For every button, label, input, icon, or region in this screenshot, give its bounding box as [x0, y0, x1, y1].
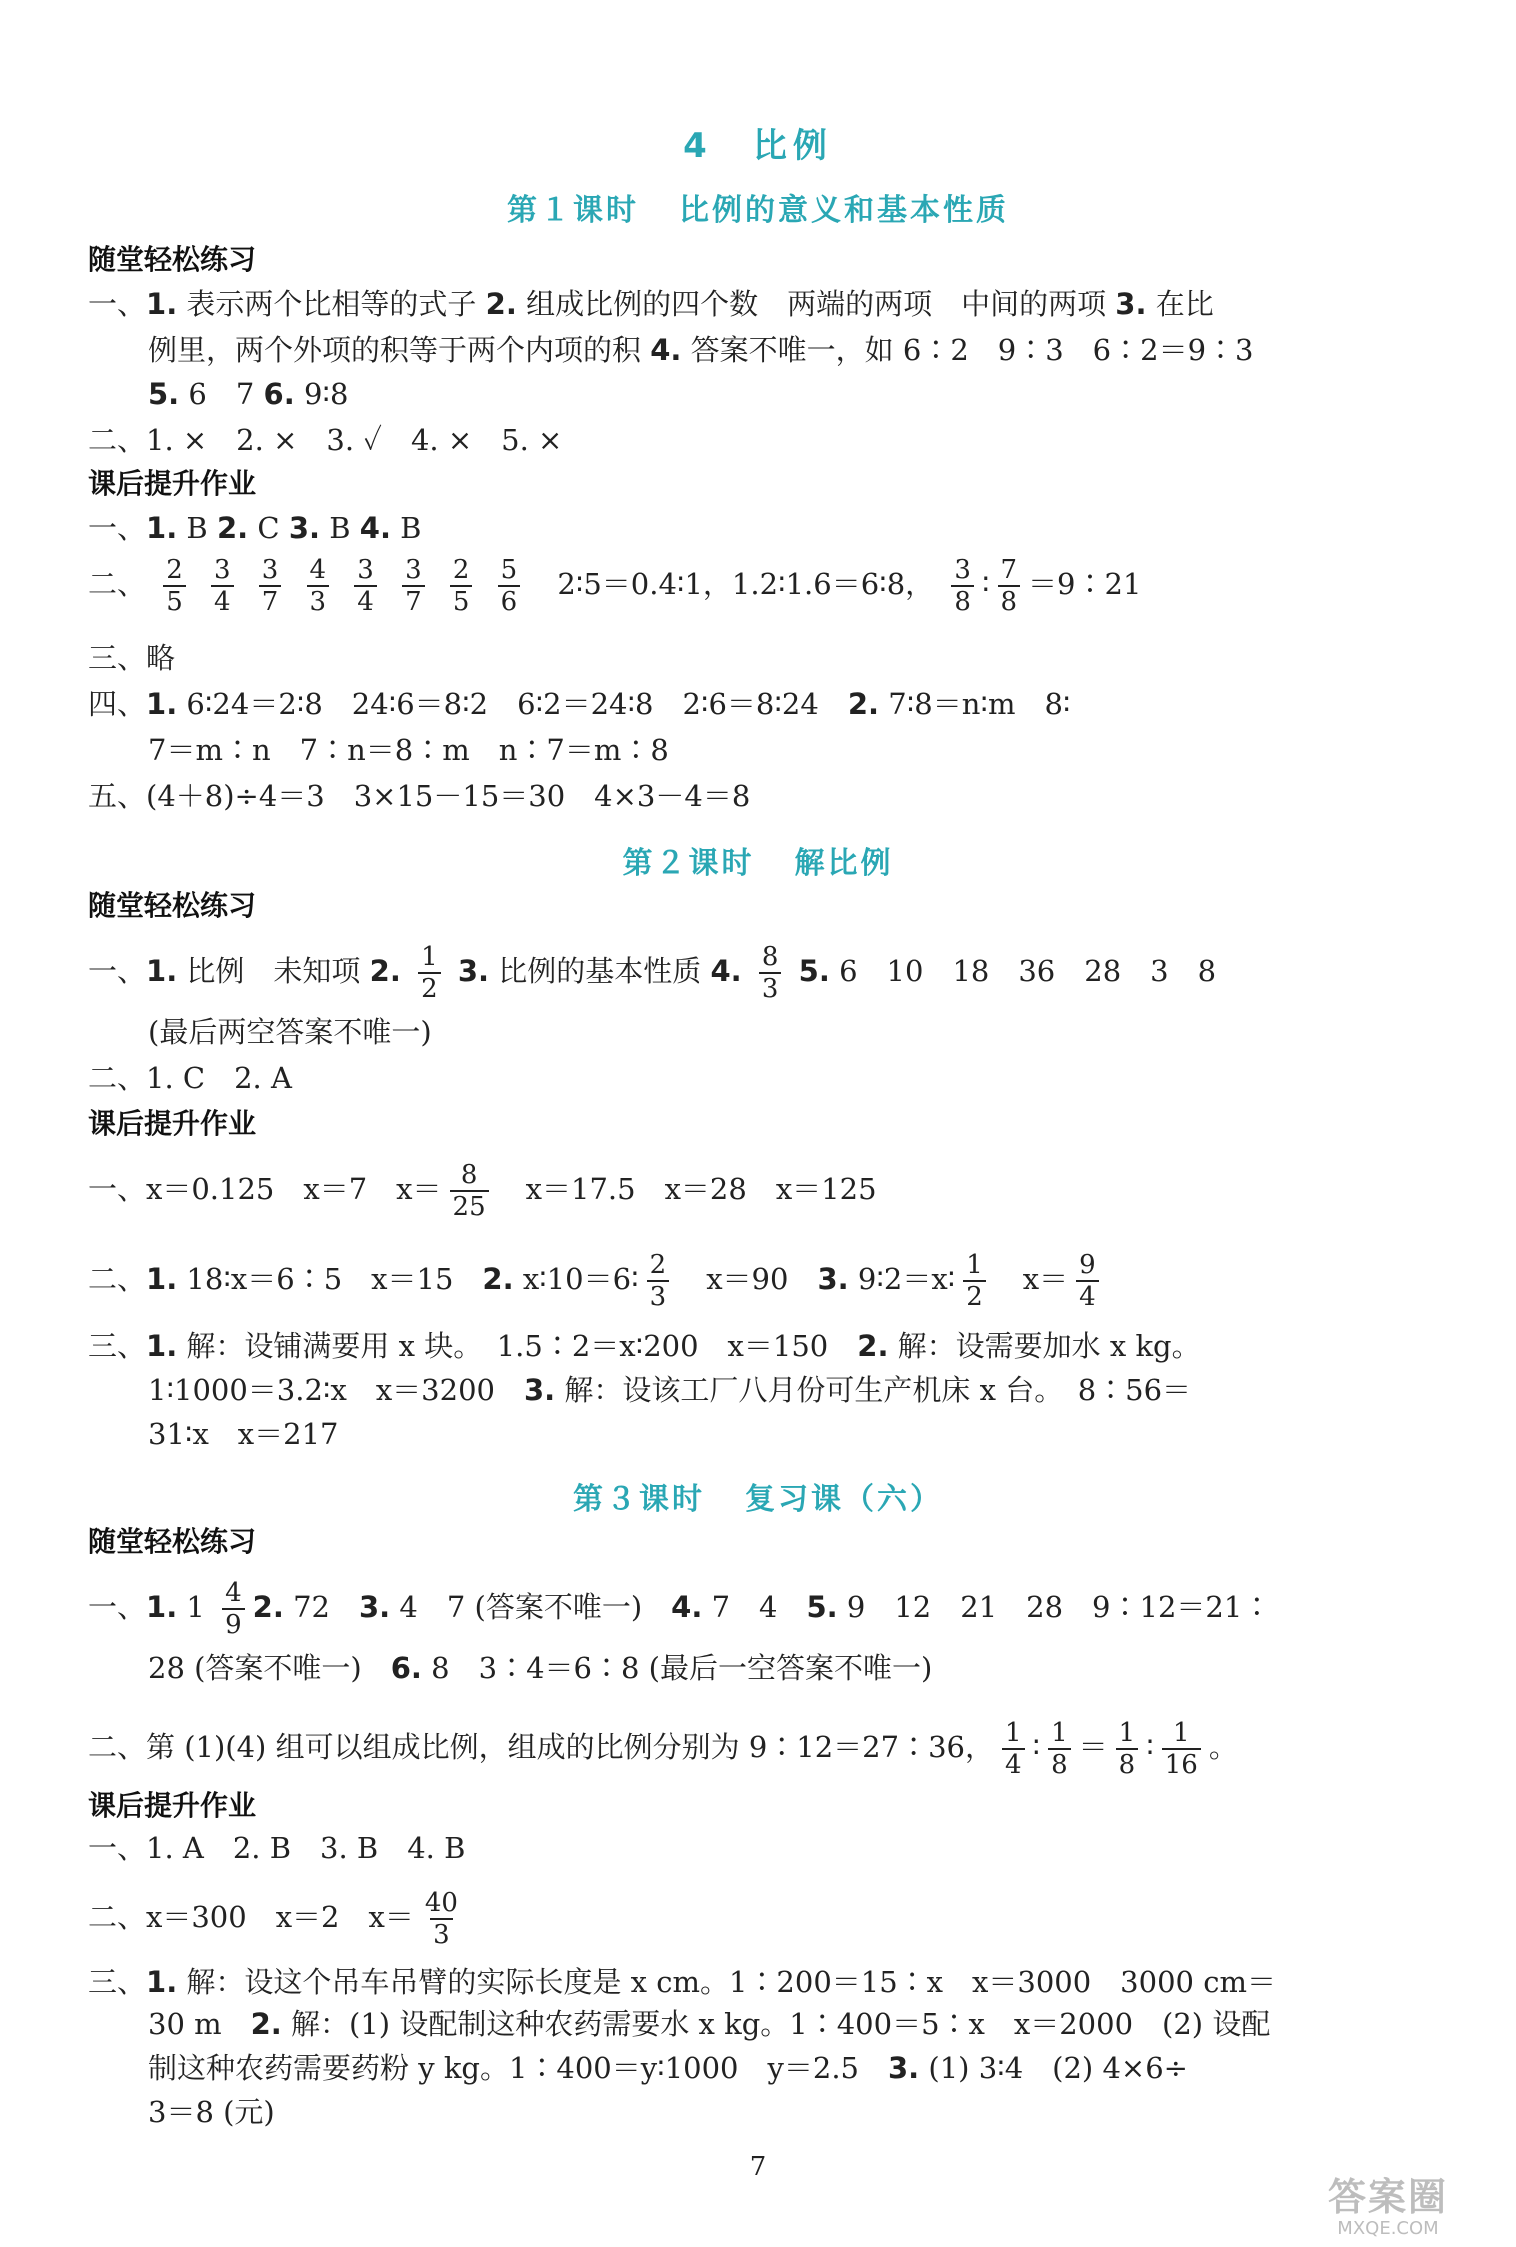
answer-text: 一、x＝0.125 x＝7 x＝	[88, 1172, 442, 1206]
answer-text: 4 7 (答案不唯一)	[390, 1590, 672, 1624]
item-number: 1.	[146, 1329, 178, 1363]
item-number: 2.	[250, 2007, 282, 2041]
page-number: 7	[749, 2152, 767, 2182]
fraction: $\frac{1}{16}$	[1162, 1718, 1201, 1780]
fraction: $\frac{7}{8}$	[998, 555, 1021, 617]
item-number: 3.	[1115, 287, 1147, 321]
answer-text: 比例 未知项	[177, 954, 370, 988]
item-number: 3.	[523, 1373, 556, 1407]
answer-line: 二、1. × 2. × 3. ✓ 4. × 5. ×	[88, 423, 563, 457]
answer-text: C	[248, 511, 289, 545]
answer-text: 。	[1208, 1730, 1238, 1764]
item-number: 4.	[710, 954, 742, 988]
answer-text: B	[177, 511, 217, 545]
lesson-3-title: 复习课（六）	[745, 1482, 943, 1517]
lesson-1-number: 第１课时	[507, 193, 639, 228]
answer-text: 解：设这个吊车吊臂的实际长度是 x cm。1∶200＝15∶x x＝3000 3000 cm＝	[177, 1965, 1276, 1999]
answer-text: 7∶8＝n∶m 8∶	[879, 687, 1071, 721]
answer-text: 7 4	[702, 1590, 807, 1624]
answer-line	[148, 1646, 1436, 1690]
section-homework-3: 课后提升作业	[88, 1789, 257, 1822]
answer-line	[88, 1160, 1436, 1222]
fraction: $\frac{3}{7}$	[402, 555, 425, 617]
item-number: 1.	[146, 1965, 178, 1999]
answer-text: ∶	[981, 567, 990, 601]
answer-line	[88, 942, 1436, 1004]
answer-text: 例里，两个外项的积等于两个内项的积	[148, 333, 651, 367]
lesson-2-number: 第２课时	[622, 846, 755, 881]
answer-text: 三、	[88, 1965, 147, 1999]
answer-line	[88, 506, 1436, 550]
item-number: 2.	[847, 687, 880, 721]
item-number: 1.	[146, 1262, 178, 1296]
answer-text: 解：设需要加水 x kg。	[888, 1329, 1201, 1363]
answer-text: 1∶1000＝3.2∶x x＝3200	[148, 1373, 524, 1407]
answer-text: 制这种农药需要药粉 y kg。1∶400＝y∶1000 y＝2.5	[148, 2051, 888, 2085]
fraction: $\frac{3}{7}$	[259, 555, 282, 617]
item-number: 6.	[390, 1651, 422, 1685]
answer-text: 解：设铺满要用 x 块。 1.5∶2＝x∶200 x＝150	[177, 1329, 858, 1363]
item-number: 1.	[146, 511, 178, 545]
answer-text: 一、	[88, 287, 147, 321]
fraction: $\frac{3}{8}$	[951, 555, 974, 617]
fraction: $\frac{40}{3}$	[424, 1888, 458, 1950]
answer-text: 表示两个比相等的式子	[177, 287, 486, 321]
lesson-2-title: 解比例	[794, 846, 894, 881]
answer-text: 二、	[88, 1262, 147, 1296]
answer-text: 30 m	[148, 2007, 251, 2041]
fraction: $\frac{3}{4}$	[354, 555, 377, 617]
answer-text: 二、x＝300 x＝2 x＝	[88, 1900, 414, 1934]
answer-text: B	[390, 511, 422, 545]
answer-text: x＝17.5 x＝28 x＝125	[496, 1172, 877, 1206]
section-practice-3: 随堂轻松练习	[88, 1525, 257, 1558]
item-number: 3.	[288, 511, 321, 545]
answer-text: ∶	[1032, 1730, 1041, 1764]
item-number: 2.	[485, 287, 517, 321]
item-number: 2.	[369, 954, 401, 988]
answer-text: 6 7	[179, 377, 264, 411]
answer-text: 比例的基本性质	[489, 954, 711, 988]
item-number: 1.	[146, 1590, 178, 1624]
fraction: $\frac{1}{4}$	[1002, 1718, 1025, 1780]
fraction: $\frac{4}{3}$	[307, 555, 330, 617]
answer-text: x＝	[993, 1262, 1069, 1296]
answer-text: 在比	[1146, 287, 1214, 321]
answer-text: 6∶24＝2∶8 24∶6＝8∶2 6∶2＝24∶8 2∶6＝8∶24	[177, 687, 848, 721]
answer-text: 二、第 (1)(4) 组可以组成比例，组成的比例分别为 9∶12＝27∶36，	[88, 1730, 994, 1764]
item-number: 2.	[252, 1590, 284, 1624]
answer-text: 18∶x＝6∶5 x＝15	[177, 1262, 483, 1296]
answer-text: 二、	[88, 567, 147, 601]
fraction: $\frac{9}{4}$	[1076, 1250, 1099, 1312]
item-number: 3.	[817, 1262, 849, 1296]
answer-line: 31∶x x＝217	[148, 1417, 339, 1451]
item-number: 2.	[857, 1329, 889, 1363]
answer-text: 答案不唯一，如 6∶2 9∶3 6∶2＝9∶3	[681, 333, 1254, 367]
answer-text: 四、	[88, 687, 147, 721]
fraction: $\frac{8}{3}$	[759, 942, 782, 1004]
item-number: 1.	[146, 287, 178, 321]
answer-text: 组成比例的四个数 两端的两项 中间的两项	[516, 287, 1116, 321]
answer-line: 一、1. A 2. B 3. B 4. B	[88, 1831, 466, 1865]
answer-line: 三、略	[88, 641, 176, 675]
answer-line	[148, 1368, 1436, 1412]
item-number: 5.	[148, 377, 180, 411]
answer-text: 2∶5＝0.4∶1，1.2∶1.6＝6∶8，	[557, 567, 935, 601]
item-number: 6.	[263, 377, 295, 411]
answer-line	[88, 1960, 1436, 2004]
answer-text: 1	[177, 1590, 215, 1624]
answer-line	[88, 1324, 1436, 1368]
answer-text: 9∶2＝x∶	[848, 1262, 956, 1296]
fraction: $\frac{3}{4}$	[211, 555, 234, 617]
answer-line	[148, 372, 1436, 416]
item-number: 2.	[216, 511, 249, 545]
fraction: $\frac{2}{5}$	[163, 555, 186, 617]
answer-line: 7＝m∶n 7∶n＝8∶m n∶7＝m∶8	[148, 733, 669, 767]
lesson-3-heading	[0, 1474, 1516, 1518]
item-number: 2.	[482, 1262, 514, 1296]
answer-text: 三、	[88, 1329, 147, 1363]
answer-text: ∶	[1146, 1730, 1154, 1764]
answer-text: 9∶8	[294, 377, 349, 411]
answer-text: ＝	[1078, 1730, 1108, 1764]
answer-line	[88, 1888, 1436, 1950]
answer-text: x∶10＝6∶	[513, 1262, 639, 1296]
item-number: 3.	[457, 954, 490, 988]
answer-text: 一、	[88, 511, 147, 545]
answer-line	[88, 282, 1436, 326]
answer-line: 五、(4＋8)÷4＝3 3×15－15＝30 4×3－4＝8	[88, 779, 751, 813]
item-number: 1.	[146, 954, 178, 988]
fraction: $\frac{1}{2}$	[418, 942, 441, 1004]
section-homework-2: 课后提升作业	[88, 1107, 257, 1140]
watermark-url: MXQE.COM	[1337, 2218, 1439, 2239]
chapter-title: 4 比例	[683, 126, 833, 166]
answer-line	[88, 1718, 1436, 1780]
item-number: 5.	[806, 1590, 838, 1624]
watermark-text: 答案圈	[1327, 2175, 1448, 2219]
answer-text: 一、	[88, 954, 147, 988]
answer-text: 解：设该工厂八月份可生产机床 x 台。 8∶56＝	[555, 1373, 1192, 1407]
section-homework-1: 课后提升作业	[88, 467, 257, 500]
answer-line	[148, 2046, 1436, 2090]
answer-line	[88, 682, 1436, 726]
lesson-1-heading	[0, 185, 1516, 229]
watermark-logo	[1278, 2175, 1498, 2240]
lesson-3-number: 第３课时	[573, 1482, 705, 1517]
item-number: 3.	[888, 2051, 920, 2085]
answer-text: B	[320, 511, 360, 545]
answer-line: 3＝8 (元)	[148, 2095, 275, 2129]
fraction: $\frac{1}{2}$	[963, 1250, 986, 1312]
answer-text: 72	[283, 1590, 359, 1624]
item-number: 5.	[798, 954, 830, 988]
fraction: $\frac{1}{8}$	[1048, 1718, 1071, 1780]
lesson-2-heading	[0, 838, 1516, 882]
answer-text: (1) 3∶4 (2) 4×6÷	[919, 2051, 1188, 2085]
item-number: 4.	[671, 1590, 703, 1624]
answer-line	[88, 1578, 1436, 1640]
answer-text: 6 10 18 36 28 3 8	[829, 954, 1217, 988]
answer-text: 9 12 21 28 9∶12＝21∶	[837, 1590, 1272, 1624]
answer-text: x＝90	[677, 1262, 818, 1296]
section-practice-1: 随堂轻松练习	[88, 243, 257, 276]
answer-line	[88, 1250, 1436, 1312]
answer-text: 28 (答案不唯一)	[148, 1651, 391, 1685]
item-number: 4.	[650, 333, 682, 367]
answer-line	[88, 555, 1436, 617]
answer-text: 一、	[88, 1590, 147, 1624]
answer-line: 二、1. C 2. A	[88, 1061, 292, 1095]
answer-text: 解：(1) 设配制这种农药需要水 x kg。1∶400＝5∶x x＝2000 (2) 设配	[281, 2007, 1271, 2041]
section-practice-2: 随堂轻松练习	[88, 889, 257, 922]
fraction: $\frac{5}{6}$	[498, 555, 521, 617]
fraction: $\frac{2}{3}$	[647, 1250, 670, 1312]
item-number: 3.	[358, 1590, 391, 1624]
fraction: $\frac{2}{5}$	[450, 555, 473, 617]
fraction: $\frac{8}{25}$	[450, 1160, 489, 1222]
answer-text: 8 3∶4＝6∶8 (最后一空答案不唯一)	[421, 1651, 933, 1685]
item-number: 4.	[359, 511, 391, 545]
fraction: $\frac{1}{8}$	[1116, 1718, 1139, 1780]
answer-line: (最后两空答案不唯一)	[148, 1015, 432, 1049]
answer-text: ＝9∶21	[1028, 567, 1142, 601]
lesson-1-title: 比例的意义和基本性质	[679, 193, 1009, 228]
item-number: 1.	[146, 687, 178, 721]
fraction: $\frac{4}{9}$	[222, 1578, 245, 1640]
answer-line	[148, 2002, 1436, 2046]
answer-line	[148, 328, 1436, 372]
